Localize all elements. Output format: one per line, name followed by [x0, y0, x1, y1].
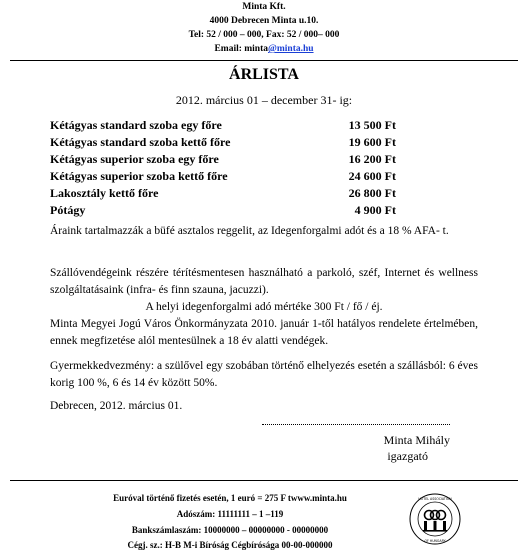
- price-row: [50, 117, 396, 134]
- company-name: Minta Kft.: [242, 2, 286, 12]
- room-name: Kétágyas superior szoba kettő főre: [50, 169, 228, 183]
- footer-divider: [10, 480, 518, 481]
- price-row: [50, 168, 396, 185]
- room-name: Pótágy: [50, 203, 86, 217]
- signature-block: [262, 432, 450, 464]
- breakfast-note: Áraink tartalmazzák a büfé asztalos reggelit, az Idegenforgalmi adót és a 18 % AFA- t.: [50, 225, 449, 237]
- page-title: ÁRLISTA: [229, 66, 299, 83]
- bank-account: Bankszámlaszám: 10000000 – 00000000 - 00000000: [131, 525, 329, 535]
- signatory-role: igazgató: [387, 449, 428, 463]
- svg-text:HOTEL ASSOCIATION: HOTEL ASSOCIATION: [418, 497, 452, 501]
- company-phone-fax: Tel: 52 / 000 – 000, Fax: 52 / 000– 000: [188, 30, 340, 40]
- room-price: 13 500 Ft: [348, 118, 396, 132]
- free-services-note: Szállóvendégeink részére térítésmentesen használható a parkoló, széf, Internet és wellness szolgáltatásaink (infra- és finn szauna, jacuzzi).: [50, 267, 478, 296]
- room-price: 24 600 Ft: [348, 169, 396, 183]
- room-price: 26 800 Ft: [348, 186, 396, 200]
- room-price: 19 600 Ft: [348, 135, 396, 149]
- price-row: [50, 185, 396, 202]
- signature-line: [262, 424, 450, 425]
- room-price: 16 200 Ft: [348, 152, 396, 166]
- company-registry: Cégj. sz.: H-B M-i Bíróság Cégbírósága 00-00-000000: [127, 540, 333, 550]
- tax-number: Adószám: 11111111 – 1 –119: [176, 509, 284, 519]
- email-label: Email: minta: [214, 44, 269, 54]
- price-row: [50, 151, 396, 168]
- company-address: 4000 Debrecen Minta u.10.: [209, 16, 319, 26]
- child-discount-note: Gyermekkedvezmény: a szülővel egy szobában történő elhelyezés esetén a szállásból: 6 éves korig 100 %, 6 és 14 év között 50%.: [50, 360, 478, 389]
- price-list: [50, 117, 396, 219]
- document-date: Debrecen, 2012. március 01.: [50, 400, 183, 412]
- room-name: Lakosztály kettő főre: [50, 186, 159, 200]
- validity-period: 2012. március 01 – december 31- ig:: [175, 93, 353, 107]
- hotel-association-logo: [409, 493, 461, 545]
- svg-text:OF HUNGARY: OF HUNGARY: [424, 539, 446, 543]
- decree-note: Minta Megyei Jogú Város Önkormányzata 2010. január 1-től hatályos rendelete értelmében, ennek megfizetése alól mentesülnek a 18 év alatti vendégek.: [50, 318, 478, 347]
- email-link[interactable]: @minta.hu: [268, 44, 314, 54]
- room-name: Kétágyas standard szoba kettő főre: [50, 135, 231, 149]
- local-tax-note: A helyi idegenforgalmi adó mértéke 300 Ft / fő / éj.: [145, 301, 383, 313]
- room-name: Kétágyas superior szoba egy főre: [50, 152, 219, 166]
- header-divider: [10, 60, 518, 61]
- room-name: Kétágyas standard szoba egy főre: [50, 118, 222, 132]
- signatory-name: Minta Mihály: [383, 433, 450, 447]
- price-row: [50, 202, 396, 219]
- room-price: 4 900 Ft: [354, 203, 396, 217]
- company-email: [0, 42, 528, 56]
- payment-info: Euróval történő fizetés esetén, 1 euró = 275 F twww.minta.hu: [113, 493, 347, 503]
- price-row: [50, 134, 396, 151]
